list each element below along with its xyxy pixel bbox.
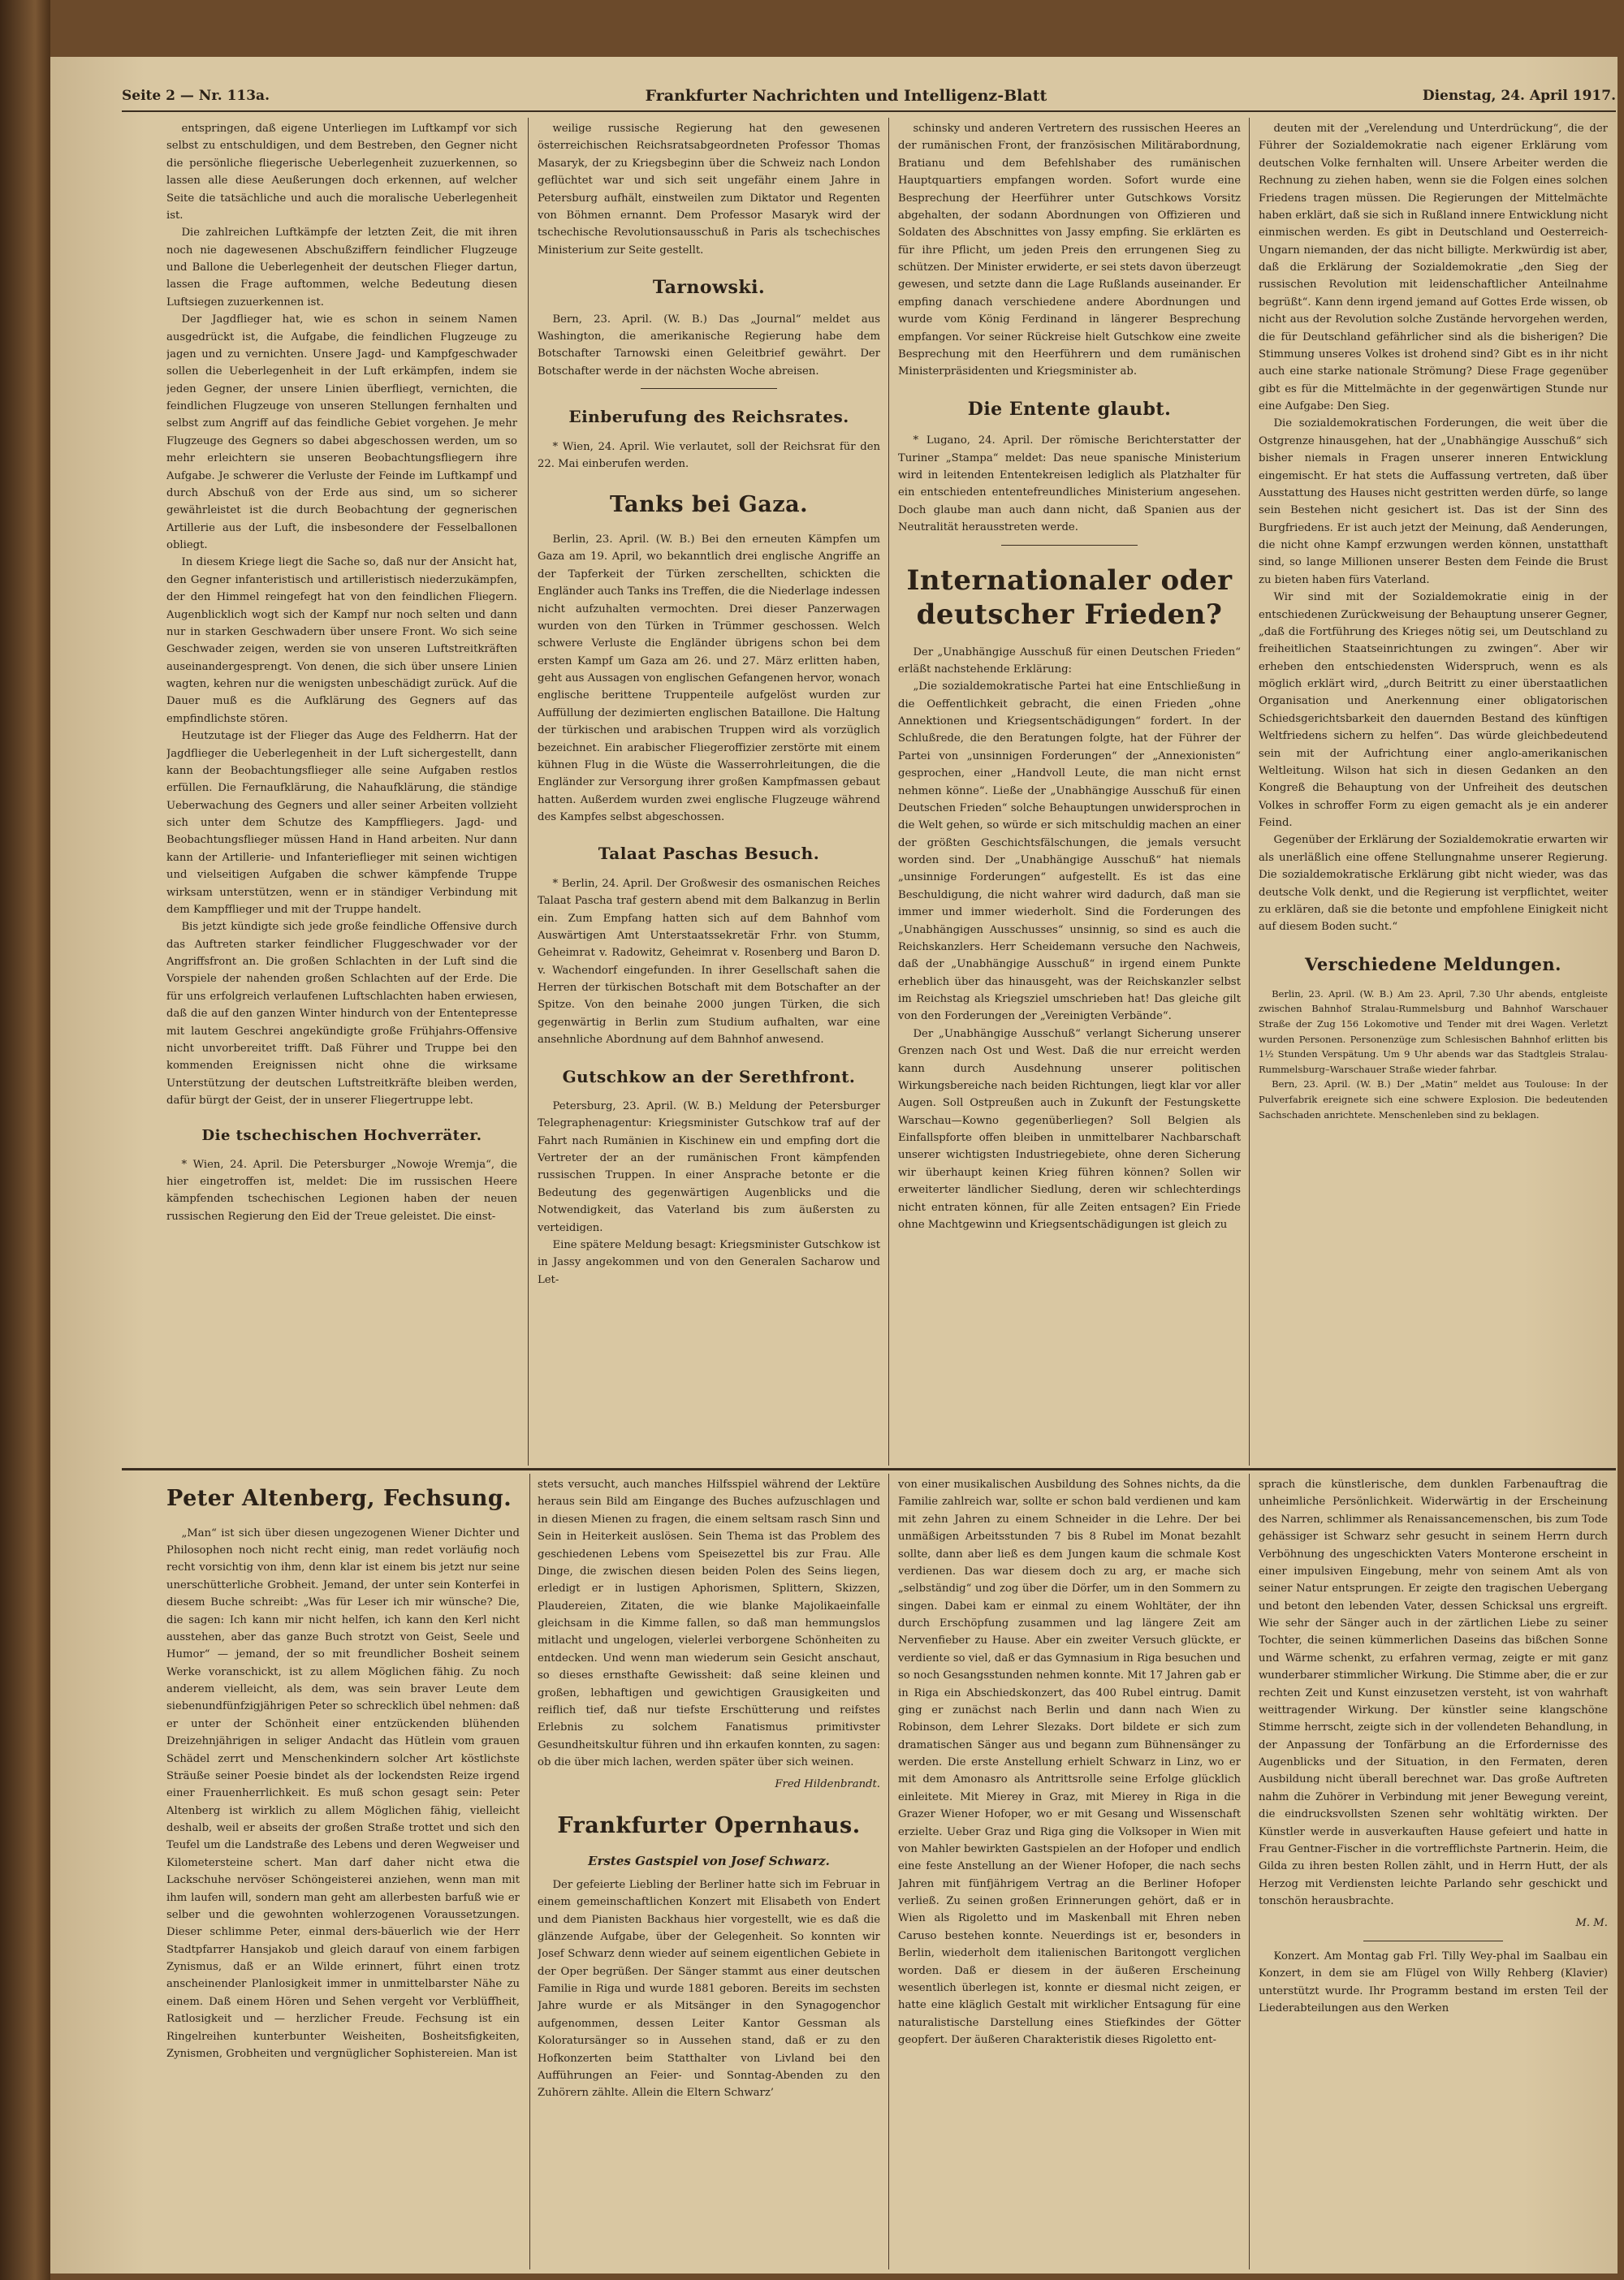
column-3 (898, 120, 1241, 1464)
article-paragraph: deuten mit der „Verelendung und Unterdrückung“, die der Führer der Sozialdemokratie nach eigener Erklärung vom deutschen Volke fernhalten will. Unsere Arbeiter werden die Rechnung zu ziehen haben, wenn sie die Folgen eines solchen Friedens tragen müssen. Die Regierungen der Mittelmächte haben erklärt, daß sie sich in Rußland innere Entwicklung nicht einmischen werden. Es gibt in Deutschland und Oesterreich-Ungarn niemanden, der das nicht billigte. Merkwürdig ist aber, daß die Erklärung der Sozialdemokratie „den Sieg der russischen Revolution mit leidenschaftlicher Anteilnahme begrüßt“. Kann denn irgend jemand auf Gottes Erde wissen, ob nicht aus der Revolution solche Zustände hervorgehen werden, die für Deutschland gefährlicher sind als die bisherigen? Die Stimmung unseres Volkes ist drohend sind? Gibt es in ihr nicht auch eine starke nationale Strömung? Diese Frage gegenüber gibt es für die Mittelmächte in der gegenwärtigen Stunde nur eine Aufgabe: Den Sieg. (1259, 123, 1608, 412)
article-paragraph: Bern, 23. April. (W. B.) Der „Matin“ meldet aus Toulouse: In der Pulverfabrik ereignete sich eine schwere Explosion. Die bedeutenden Sachschaden anrichtete. Menschenleben sind zu beklagen. (1259, 1078, 1608, 1121)
column-divider (1249, 1474, 1250, 2269)
author-signature: Fred Hildenbrandt. (775, 1778, 880, 1791)
article-paragraph: Eine spätere Meldung besagt: Kriegsminister Gutschkow ist in Jassy angekommen und von den Generalen Sacharow und Let- (538, 1238, 880, 1286)
article-paragraph: * Lugano, 24. April. Der römische Berichterstatter der Turiner „Stampa“ meldet: Das neue spanische Ministerium wird in leitenden Ententekreisen lediglich als Platzhalter für ein entschieden ententefreundliches Ministerium angesehen. Doch glaube man auch dann nicht, daß Spanien aus der Neutralität herausstreten werde. (898, 434, 1241, 534)
headline-tschechische-hochverraeter: Die tschechischen Hochverräter. (201, 1127, 482, 1145)
section-rule (641, 388, 778, 389)
article-paragraph: Der Jagdflieger hat, wie es schon in seinem Namen ausgedrückt ist, die Aufgabe, die feindlichen Flugzeuge zu jagen und zu vernichten. Unsere Jagd- und Kampfgeschwader sollen die Ueberlegenheit in der Luft erkämpfen, indem sie jeden Gegner, der unsere Linien überfliegt, vernichten, die feindlichen Flugzeuge von unseren Stellungen fernhalten und selbst zum Angriff auf das feindliche Gebiet vorgehen. Je mehr Flugzeuge des Gegners so dabei abgeschossen werden, um so mehr erleichtern sie unseren Beobachtungsfliegern ihre Aufgabe. Je schwerer die Verluste der Feinde im Luftkampf und durch Abschuß von der Erde aus sind, um so sicherer gewährleistet ist die durch Beobachtung der gegnerischen Artillerie aus der Luft, die insbesondere der Fesselballonen obliegt. (166, 313, 517, 551)
column-divider (529, 1474, 530, 2269)
article-paragraph: von einer musikalischen Ausbildung des Sohnes nichts, da die Familie zahlreich war, sollte er schon bald verdienen und kam mit zehn Jahren zu einem Schneider in die Lehre. Der bei unmäßigen Arbeitsstunden 7 bis 8 Rubel im Monat bezahlt sollte, dann aber ließ es dem Jungen kaum die schmale Kost verdienen. Das war diesem doch zu arg, er mache sich „selbständig“ und zog über die Dörfer, um in den Sommern zu singen. Dabei kam er einmal zu einem Wohltäter, der ihn durch Erschöpfung zusammen und lag längere Zeit am Nervenfieber zu Hause. Aber ein zweiter Versuch glückte, er verdiente so viel, daß er das Gymnasium in Riga besuchen und so noch Gesangsstunden nehmen konnte. Mit 17 Jahren gab er in Riga ein Abschiedskonzert, das 400 Rubel eintrug. Damit ging er zunächst nach Berlin und dann nach Wien zu Robinson, dem Lehrer Slezaks. Dort bildete er sich zum dramatischen Sänger aus und begann zum Bühnensänger zu werden. Die erste Anstellung erhielt Schwarz in Linz, wo er mit dem Amonasro als Antrittsrolle seine Erfolge glücklich einleitete. Mit Mierey in Graz, mit Mierey in Riga in die Grazer Wiener Hofoper, wo er mit Gesang und Wissenschaft erzielte. Ueber Graz und Riga ging die Volksoper in Wien mit von Mahler bewirkten Gastspielen an der Hofoper und endlich eine feste Anstellung an der Wiener Hofoper, die nach sechs Jahren mit fünfjährigem Vertrag an die Berliner Hofoper verließ. Zu seinen großen Erinnerungen gehört, daß er in Wien als Rigoletto und im Maskenball mit Ehren neben Caruso bestehen konnte. Neuerdings ist er, besonders in Berlin, wiederholt dem italienischen Baritongott verglichen worden. Daß er diesem in der äußeren Erscheinung wesentlich überlegen ist, konnte er diesmal nicht zeigen, er hatte eine kläglich Gestalt mit wirklicher Entsagung für eine naturalistische Darstellung eines Stiefkindes der Götter geopfert. Der äußeren Charakteristik dieses Rigoletto ent- (898, 1479, 1241, 2046)
feuilleton-divider (122, 1468, 1616, 1470)
column-4 (1259, 120, 1608, 1464)
book-binding (0, 0, 50, 2280)
headline-talaat-pascha: Talaat Paschas Besuch. (598, 844, 820, 864)
article-paragraph: Die zahlreichen Luftkämpfe der letzten Zeit, die mit ihren noch nie dagewesenen Abschußziffern feindlicher Flugzeuge und Ballone die Ueberlegenheit der deutschen Flieger dartun, lassen die Frage auftommen, welche Bedeutung diesen Luftsiegen zuzuerkennen ist. (166, 227, 517, 309)
article-paragraph: Wir sind mit der Sozialdemokratie einig in der entschiedenen Zurückweisung der Behauptung unserer Gegner, „daß die Fortführung des Krieges nötig sei, um Deutschland zu freiheitlichen Staatseinrichtungen zu zwingen“. Aber wir erheben den entschiedensten Widerspruch, wenn es als möglich erklärt wird, „durch Beitritt zu einer überstaatlichen Organisation und Anerkennung einer obligatorischen Schiedsgerichtsbarkeit den dauernden Bestand des künftigen Weltfriedens sichern zu helfen“. Das würde gleichbedeutend sein mit der Aufrichtung einer anglo-amerikanischen Weltleitung. Wilson hat sich in diesen Gedanken an den Kongreß die Behauptung von der Unfreiheit des deutschen Volkes in schroffer Form zu eigen gemacht als je ein anderer Feind. (1259, 591, 1608, 829)
article-paragraph: In diesem Kriege liegt die Sache so, daß nur der Ansicht hat, den Gegner infanteristisch und artilleristisch niederzukämpfen, der den Himmel reingefegt hat von den feindlichen Fliegern. Augenblicklich wogt sich der Kampf nur noch selten und dann nur in starken Geschwadern über unsere Front. Wo sich seine Geschwader zeigen, werden sie von unseren Luftstreitkräften auseinandergesprengt. Von denen, die sich über unsere Linien wagten, kehren nur die wenigsten unbeschädigt zurück. Auf die Dauer muß es die Aufklärung des Gegners auf das empfindlichste stören. (166, 556, 517, 725)
article-paragraph: stets versucht, auch manches Hilfsspiel während der Lektüre heraus sein Bild am Eingange des Buches aufzuschlagen und in diesen Mienen zu fragen, die einem seltsam rasch Sinn und Sein in Heiterkeit auslösen. Sein Thema ist das Problem des geschiedenen Lebens vom Speisezettel bis zur Frau. Alle Dinge, die zwischen diesen beiden Polen des Seins liegen, erledigt er in lustigen Aphorismen, Splittern, Skizzen, Plaudereien, Zitaten, die wie blanke Majolikaeinfalle gleichsam in die Kimme fallen, so daß man hemmungslos mitlacht und ungelogen, vielerlei verborgene Schönheiten zu entdecken. Und wenn man wiederum sein Gesicht anschaut, so dieses ernsthafte Gewissheit: daß seine kleinen und großen, lebhaftigen und gewichtigen Grausigkeiten und reiflich tief, daß nur tiefste Erschütterung und reifstes Erlebnis zu solchem Fanatismus primitivster Gesundheitskultur führen und ihn erkaufen konnten, zu sagen: ob die über mich lachen, werden später über sich weinen. (538, 1479, 880, 1768)
feuilleton-column-4 (1259, 1476, 1608, 2268)
feuilleton-column-1 (166, 1476, 520, 2268)
headline-peter-altenberg: Peter Altenberg, Fechsung. (166, 1486, 512, 1511)
headline-frankfurter-opernhaus: Frankfurter Opernhaus. (557, 1812, 861, 1838)
column-2 (538, 120, 880, 1464)
article-paragraph: sprach die künstlerische, dem dunklen Farbenauftrag die unheimliche Persönlichkeit. Widerwärtig in der Erscheinung des Narren, schlimmer als Renaissancemenschen, bis zum Tode gehässiger ist Schwarz sehr gesucht in seinem Herrn durch Verböhnung des ungeschickten Vaters Monterone erscheint in einer impulsiven Eingebung, mehr von seinem Amt als von seiner Natur entsprungen. Er zeigte den tragischen Uebergang und betont den lebenden Vater, dessen Schicksal uns ergreift. Wie sehr der Sänger auch in der zärtlichen Liebe zu seiner Tochter, die seinen kümmerlichen Daseins das bißchen Sonne und Wärme schenkt, zu erfahren vermag, zeigte er mit ganz wunderbarer stimmlicher Wirkung. Die Stimme aber, die er zur rechten Zeit und Kunst einzusetzen versteht, ist von wahrhaft weittragender Wirkung. Der künstler seine klangschöne Stimme herrscht, zeigte sich in der vollendeten Behandlung, in der Anpassung der Tonfärbung an die Erfordernisse des Augenblicks und der Situation, in den Fermaten, deren Ausbildung nicht überall berechnet war. Das große Auftreten nahm die Zuhörer in Verbindung mit jener Bewegung vereint, die eindrucksvollsten Szenen sehr wohltätig wirkten. Der Künstler werde in ausverkauften Hause gefeiert und hatte in Frau Gentner-Fischer in die vortrefflichste Partnerin. Heim, die Gilda zu ihren besten Rollen zählt, und in Herrn Hutt, der als Herzog mit Verdiensten leichte Parlando sehr geschickt und tonschön herausbrachte. (1259, 1479, 1608, 1907)
column-divider (888, 1474, 889, 2269)
article-paragraph: Bis jetzt kündigte sich jede große feindliche Offensive durch das Auftreten starker feindlicher Fluggeschwader vor der Angriffsfront an. Die großen Schlachten in der Luft sind die Vorspiele der nahenden großen Schlachten auf der Erde. Die für uns erfolgreich verlaufenen Luftschlachten haben erwiesen, daß die auf den ganzen Winter hindurch von der Ententepresse mit lautem Geschrei angekündigte große Frühjahrs-Offensive nicht unvorbereitet trifft. Daß Führer und Truppe bei den kommenden Ereignissen nicht ohne die wirksame Unterstützung der deutschen Luftstreitkräfte bleiben werden, dafür bürgt der Geist, der in unserer Fliegertruppe lebt. (166, 921, 517, 1107)
article-paragraph: * Wien, 24. April. Wie verlautet, soll der Reichsrat für den 22. Mai einberufen werden. (538, 440, 880, 470)
headline-tarnowski: Tarnowski. (652, 277, 766, 298)
article-paragraph: schinsky und anderen Vertretern des russischen Heeres an der rumänischen Front, der französischen Militärabordnung, Bratianu und dem Befehlshaber des rumänischen Hauptquartiers empfangen worden. Sofort wurde eine Besprechung der Heerführer unter Gutschkows Vorsitz abgehalten, der sodann Abordnungen von Offizieren und Soldaten des Abschnittes von Jassy empfing. Sie erklärten es für ihre Pflicht, um jeden Preis den errungenen Sieg zu schützen. Der Minister erwiderte, er sei stets davon überzeugt gewesen, und setzte dann die Lage Rußlands auseinander. Er empfing danach verschiedene andere Abordnungen und wurde vom König Ferdinand in längerer Besprechung empfangen. Vor seiner Rückreise hielt Gutschkow eine zweite Besprechung mit den Heerführern und dem rumänischen Ministerpräsidenten und Kriegsminister ab. (898, 123, 1241, 378)
header-page-number: Seite 2 — Nr. 113a. (122, 88, 270, 104)
article-paragraph: „Die sozialdemokratische Partei hat eine Entschließung in die Oeffentlichkeit gebracht, die einen Frieden „ohne Annektionen und Kriegsentschädigungen“ fordert. In der Schlußrede, die den Beratungen folgte, hat der Führer der Partei von „unsinnigen Forderungen“ der „Annexionisten“ gesprochen, einer „Handvoll Leute, die man nicht ernst nehmen könne“. Ließe der „Unabhängige Ausschuß für einen Deutschen Frieden“ solche Behauptungen unwidersprochen in die Welt gehen, so würde er sich mitschuldig machen an einer der größten Geschichtsfälschungen, die jemals versucht worden sind. Der „Unabhängige Ausschuß“ hat niemals „unsinnige Forderungen“ aufgestellt. Es ist das eine Beschuldigung, die nicht wahrer wird dadurch, daß man sie immer und immer wiederholt. Sind die Forderungen des „Unabhängigen Ausschusses“ unsinnig, so sind es auch die Reichskanzlers. Herr Scheidemann versuche den Nachweis, daß der „Unabhängige Ausschuß“ in irgend einem Punkte erheblich über das hinausgeht, was der Reichskanzler selbst im Reichstag als Kriegsziel umschrieben hat! Das gleiche gilt von den Forderungen der „Vereinigten Verbände“. (898, 680, 1241, 1023)
headline-entente: Die Entente glaubt. (967, 398, 1172, 420)
article-paragraph: Bern, 23. April. (W. B.) Das „Journal“ meldet aus Washington, die amerikanische Regierung habe dem Botschafter Tarnowski einen Geleitbrief gewährt. Der Botschafter werde in der nächsten Woche abreisen. (538, 313, 880, 378)
article-paragraph: Die sozialdemokratischen Forderungen, die weit über die Ostgrenze hinausgehen, hat der „Unabhängige Ausschuß“ sich bisher niemals in Fragen unserer inneren Entwicklung eingemischt. Er hat stets die Auffassung vertreten, daß über Ausstattung des Hauses nicht gestritten werden dürfe, so lange sein Bestehen nicht gesichert ist. Das ist der Sinn des Burgfriedens. Er ist auch jetzt der Meinung, daß Aenderungen, die nicht ohne Kampf erzwungen werden können, unstatthaft sind, so lange Millionen unserer Besten dem Feinde die Brust zu bieten haben fürs Vaterland. (1259, 417, 1608, 586)
headline-gutschkow: Gutschkow an der Serethfront. (562, 1066, 856, 1086)
article-paragraph: * Berlin, 24. April. Der Großwesir des osmanischen Reiches Talaat Pascha traf gestern abend mit dem Balkanzug in Berlin ein. Zum Empfang hatten sich auf dem Bahnhof vom Auswärtigen Amt Unterstaatssekretär Frhr. von Stumm, Geheimrat v. Radowitz, Geheimrat v. Rosenberg und Baron D. v. Wachendorf eingefunden. In ihrer Gesellschaft sahen die Herren der türkischen Botschaft mit dem Botschafter an der Spitze. Von den beinahe 2000 jungen Türken, die sich gegenwärtig in Berlin zum Studium aufhalten, war eine ansehnliche Abordnung auf dem Bahnhof anwesend. (538, 877, 880, 1047)
article-paragraph: weilige russische Regierung hat den gewesenen österreichischen Reichsratsabgeordneten Professor Thomas Masaryk, der zu Kriegsbeginn über die Schweiz nach London geflüchtet war und sich seit ungefähr einem Jahre in Petersburg aufhält, einstweilen zum Diktator und Regenten von Böhmen ernannt. Dem Professor Masaryk wird der tschechische Revolutionsausschuß in Paris als tschechisches Ministerium zur Seite gestellt. (538, 123, 880, 257)
article-paragraph: * Wien, 24. April. Die Petersburger „Nowoje Wremja“, die hier eingetroffen ist, meldet: Die im russischen Heere kämpfenden tschechischen Legionen haben der neuen russischen Regierung den Eid der Treue geleistet. Die einst- (166, 1158, 517, 1223)
author-signature: M. M. (1575, 1917, 1608, 1930)
subheadline-gastspiel: Erstes Gastspiel von Josef Schwarz. (588, 1854, 830, 1869)
article-paragraph: Petersburg, 23. April. (W. B.) Meldung der Petersburger Telegraphenagentur: Kriegsminister Gutschkow traf auf der Fahrt nach Rumänien in Kischinew ein und empfing dort die Vertreter der an der rumänischen Front kämpfenden russischen Truppen. In einer Ansprache betonte er die Bedeutung des gegenwärtigen Augenblicks und die Notwendigkeit, das Vaterland bis zum äußersten zu verteidigen. (538, 1099, 880, 1234)
headline-tanks-bei-gaza: Tanks bei Gaza. (610, 492, 808, 518)
column-divider (1249, 118, 1250, 1466)
headline-verschiedene-meldungen: Verschiedene Meldungen. (1305, 953, 1561, 974)
feuilleton-column-2 (538, 1476, 880, 2268)
article-paragraph: Der gefeierte Liebling der Berliner hatte sich im Februar in einem gemeinschaftlichen Konzert mit Elisabeth von Endert und dem Pianisten Backhaus hier vorgestellt, wie es daß die glänzende Aufgabe, über der Gelegenheit. So konnten wir Josef Schwarz denn wieder auf seinem eigentlichen Gebiete in der Oper begrüßen. Der Sänger stammt aus einer deutschen Familie in Riga und wurde 1881 geboren. Bereits im sechsten Jahre wurde er als Mitsänger in den Synagogenchor aufgenommen, dessen Leiter Kantor Gessman als Koloratursänger so in Aussehen stand, daß er zu den Hofkonzerten beim Statthalter von Livland bei den Aufführungen an Feier- und Sonntag-Abenden zu den Zuhörern zählte. Allein die Eltern Schwarz’ (538, 1878, 880, 2100)
column-divider (888, 118, 889, 1466)
column-1 (166, 120, 517, 1464)
feuilleton-column-3 (898, 1476, 1241, 2268)
headline-reichsrat: Einberufung des Reichsrates. (568, 407, 849, 427)
header-date: Dienstag, 24. April 1917. (1422, 88, 1616, 104)
article-paragraph: Heutzutage ist der Flieger das Auge des Feldherrn. Hat der Jagdflieger die Ueberlegenheit in der Luft sichergestellt, dann kann der Beobachtungsflieger alle seine Aufgaben restlos erfüllen. Die Fernaufklärung, die Nahaufklärung, die ständige Ueberwachung des Gegners und aller seiner Arbeiten vollzieht sich unter dem Schutze des Kampffliegers. Jagd- und Beobachtungsflieger müssen Hand in Hand arbeiten. Nur dann kann der Artillerie- und Infanterieflieger mit seinen wichtigen und vielseitigen Aufgaben die schwer kämpfende Truppe wirksam unterstützen, wenn er in ständiger Verbindung mit dem Kampfflieger und mit der Truppe handelt. (166, 730, 517, 916)
column-divider (528, 118, 529, 1466)
page-header (122, 81, 1616, 112)
article-paragraph: „Man“ ist sich über diesen ungezogenen Wiener Dichter und Philosophen noch nicht recht einig, man redet vorläufig noch recht vorsichtig von ihm, denn klar ist einem bis jetzt nur seine unerschütterliche Grobheit. Jemand, der unter sein Konterfei in diesem Buche schreibt: „Was für Leser ich mir wünsche? Die, die sagen: Ich kann mir nicht helfen, ich kann den Kerl nicht ausstehen, aber das ganze Buch strotzt von Geist, Seele und Humor“ — jemand, der so mit freundlicher Bosheit seinem Werke voranschickt, ist zu allem Möglichen fähig. Zu noch anderem vielleicht, als dem, was sein braver Leute dem siebenundfünfzigjährigen Peter so schrecklich übel nehmen: daß er unter der Schönheit einer entzückenden blühenden Dreizehnjährigen in seliger Andacht das Hütlein vom grauen Schädel zerrt und Menschenkindern solcher Art köstlichste Sträuße seiner Poesie bindet als der lockendsten Reize irgend einer Frauenherrlichkeit. Es muß schon gesagt sein: Peter Altenberg ist wirklich zu allem Möglichen fähig, vielleicht deshalb, weil er abseits der großen Straße trottet und sich den Teufel um die Landstraße des Lebens und deren Wegweiser und Kilometersteine schert. Man darf daher nicht etwa die Lackschuhe nervöser Schöngeisterei anziehen, wenn man mit ihm laufen will, sondern man geht am allerbesten barfuß wie er selber und die gewohnten wohlerzogenen Voraussetzungen. Dieser schlimme Peter, einmal ders-bäuerlich wie der Herr Stadtpfarrer Hansjakob und gleich darauf von einem farbigen Zynismus, daß er an Wilde erinnert, führt einen trotz anscheinender Planlosigkeit immer in unmittelbarster Nähe zu einem. Daß einem Hören und Sehen vergeht vor Verblüffheit, Ratlosigkeit und — herzlicher Freude. Fechsung ist ein Ringelreihen kunterbunter Weisheiten, Bosheitsfigkeiten, Zynismen, Grobheiten und vergnüglicher Sophistereien. Man ist (166, 1526, 520, 2060)
article-paragraph: Gegenüber der Erklärung der Sozialdemokratie erwarten wir als unerläßlich eine offene Stellungnahme unserer Regierung. Die sozialdemokratische Erklärung gibt nicht wieder, was das deutsche Volk denkt, und die Regierung ist verpflichtet, weiter zu erklären, daß sie die betonte und empfohlene Einigkeit nicht auf diesem Boden sucht.“ (1259, 834, 1608, 934)
article-paragraph: Der „Unabhängige Ausschuß“ verlangt Sicherung unserer Grenzen nach Ost und West. Daß die nur erreicht werden kann durch Ausdehnung unserer politischen Wirkungsbereiche nach beiden Richtungen, liegt klar vor aller Augen. Soll Ostpreußen auch in Zukunft der Festungskette Warschau—Kowno gegenüberliegen? Soll Belgien als Einfallspforte offen bleiben in unmittelbarer Nachbarschaft unserer wichtigsten Industriegebiete, ohne deren Sicherung wir überhaupt keinen Krieg führen können? Sollen wir erweiterter ländlicher Siedlung, deren wir schlechterdings nicht entraten können, für alle Zeiten entsagen? Ein Friede ohne Machtgewinn und Kriegsentschädigungen ist gleich zu (898, 1027, 1241, 1231)
article-paragraph: entspringen, daß eigene Unterliegen im Luftkampf vor sich selbst zu entschuldigen, und dem Bestreben, den Gegner nicht die persönliche fliegerische Ueberlegenheit zuzuerkennen, so lassen alle diese Aeußerungen doch erkennen, auf welcher Seite die tatsächliche und auch die moralische Ueberlegenheit ist. (166, 123, 517, 222)
article-paragraph: Berlin, 23. April. (W. B.) Am 23. April, 7.30 Uhr abends, entgleiste zwischen Bahnhof Stralau-Rummelsburg und Bahnhof Warschauer Straße der Zug 156 Lokomotive und Tender mit drei Wagen. Verletzt wurden Personen. Personenzüge zum Schlesischen Bahnhof erlitten bis 1½ Stunden Verspätung. Um 9 Uhr abends war das Stadtgleis Stralau-Rummelsburg–Warschauer Straße wieder fahrbar. (1259, 987, 1608, 1075)
article-paragraph: Der „Unabhängige Ausschuß für einen Deutschen Frieden“ erläßt nachstehende Erklärung: (898, 646, 1241, 676)
section-rule (1001, 545, 1138, 546)
article-paragraph: Berlin, 23. April. (W. B.) Bei den erneuten Kämpfen um Gaza am 19. April, wo bekanntlich drei englische Angriffe an der Tapferkeit der Türken zerschellten, schickten die Engländer auch Tanks ins Treffen, die die Niederlage indessen nicht aufzuhalten vermochten. Drei dieser Panzerwagen wurden von den Türken in Trümmer geschossen. Welch schwere Verluste die Engländer übrigens schon bei dem ersten Kampf um Gaza am 26. und 27. März erlitten haben, geht aus Aussagen von englischen Gefangenen hervor, wonach englische berittene Truppenteile aufgelöst wurden zur Auffüllung der dezimierten englischen Bataillone. Die Haltung der türkischen und arabischen Truppen wird als vorzüglich bezeichnet. Ein arabischer Fliegeroffizier zerstörte mit einem kühnen Flug in die Wüste die Wasserrohrleitungen, die die Engländer zur Versorgung ihrer großen Kampfmassen gebaut hatten. Außerdem wurden zwei englische Flugzeuge während des Kampfes selbst abgeschossen. (538, 533, 880, 823)
headline-internationaler-frieden: Internationaler oder deutscher Frieden? (906, 564, 1233, 631)
header-masthead: Frankfurter Nachrichten und Intelligenz-Blatt (645, 87, 1047, 105)
article-paragraph: Konzert. Am Montag gab Frl. Tilly Wey-phal im Saalbau ein Konzert, in dem sie am Flügel von Willy Rehberg (Klavier) unterstützt wurde. Ihr Programm bestand im ersten Teil der Liederabteilungen aus den Werken (1259, 1950, 1608, 2014)
